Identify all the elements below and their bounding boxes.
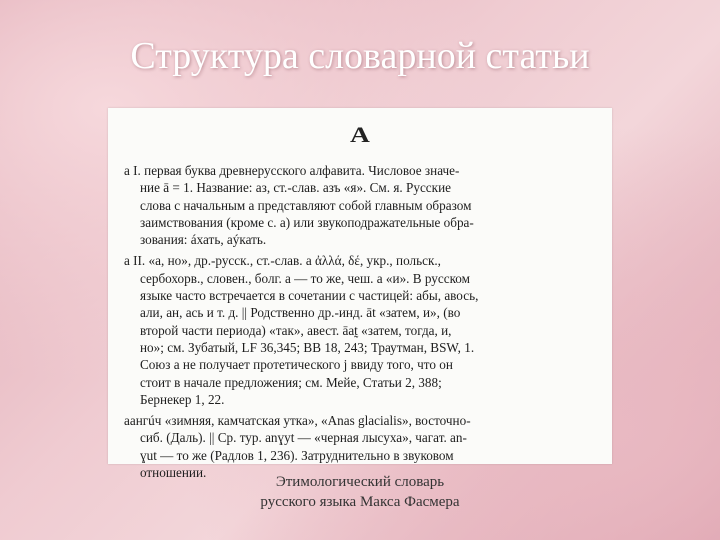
caption-line-1: Этимологический словарь xyxy=(275,474,445,490)
source-caption xyxy=(0,472,720,512)
entry-line: сербохорв., словен., болг. а — то же, чеш. a «и». В русском xyxy=(140,270,470,286)
entry-line: а I. первая буква древнерусского алфавита. Числовое значе- xyxy=(124,163,460,178)
entry-line: слова с начальным а представляют собой главным образом xyxy=(140,197,472,213)
entry-line: языке часто встречается в сочетании с частицей: абы, авось, xyxy=(140,288,479,304)
entry-line: ɣut — то же (Радлов 1, 236). Затруднительно в звуковом xyxy=(140,447,454,463)
dictionary-entry-a-1 xyxy=(108,162,612,248)
dictionary-entry-a-2 xyxy=(108,252,612,408)
entry-line: Бернекер 1, 22. xyxy=(140,391,225,407)
caption-line-2: русского языка Макса Фасмера xyxy=(260,494,460,510)
entry-line: но»; см. Зубатый, LF 36,345; BB 18, 243; Траутман, BSW, 1. xyxy=(140,339,475,355)
entry-line: али, ан, ась и т. д. || Родственно др.-инд. āt «затем, и», (во xyxy=(140,305,461,321)
slide-title: Структура словарной статьи xyxy=(130,35,590,77)
entry-line: заимствования (кроме с. а) или звукоподражательные обра- xyxy=(140,214,474,230)
entry-line: Союз а не получает протетического j ввиду того, что он xyxy=(140,357,453,373)
entry-line: стоит в начале предложения; см. Мейе, Статьи 2, 388; xyxy=(140,374,442,390)
dictionary-page-scan xyxy=(108,108,612,481)
dictionary-entry-aangich xyxy=(108,412,612,481)
entry-line: а II. «а, но», др.-русск., ст.-слав. а ἀλλά, δέ, укр., польск., xyxy=(124,253,441,269)
entry-line: отношении. xyxy=(140,465,207,481)
entry-line: сиб. (Даль). || Ср. тур. anɣyt — «черная лысуха», чагат. an- xyxy=(140,430,467,446)
section-letter: А xyxy=(350,122,370,147)
entry-line: зования: áхать, аýкать. xyxy=(140,232,267,248)
entry-line: ние ā = 1. Название: аз, ст.-слав. азъ «я». См. я. Русские xyxy=(140,180,451,196)
entry-line: аангúч «зимняя, камчатская утка», «Anas glacialis», восточно- xyxy=(124,413,471,429)
entry-line: второй части периода) «так», авест. āat̰ «затем, тогда, и, xyxy=(140,322,452,338)
